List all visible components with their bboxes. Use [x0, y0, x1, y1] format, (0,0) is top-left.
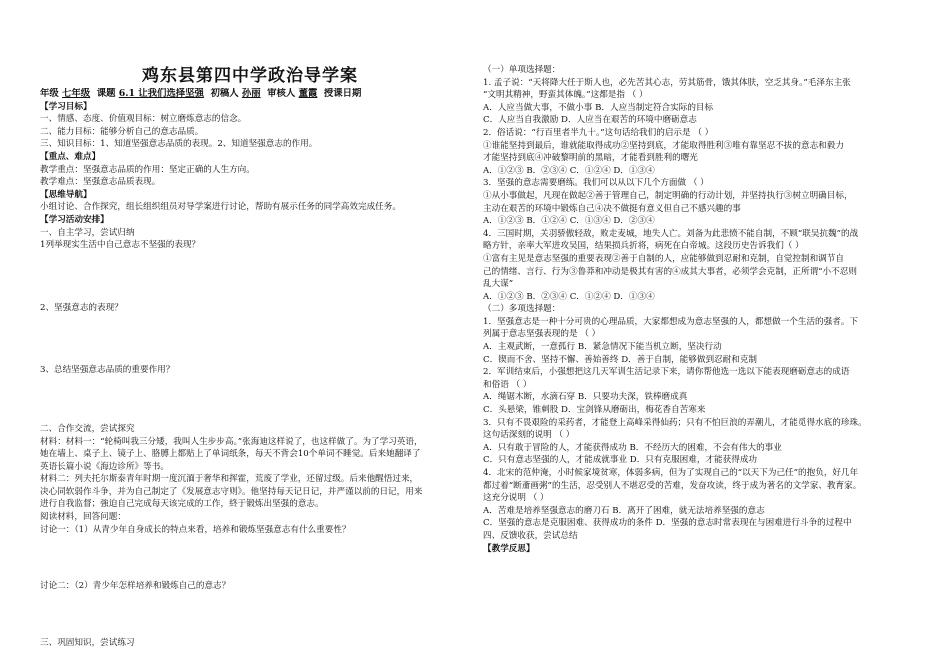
keypoint-line: 教学难点：坚强意志品质表现。 — [40, 177, 161, 188]
exercise-list — [483, 64, 913, 543]
question-3: 3、总结坚强意志品质的重要作用？ — [40, 365, 175, 376]
exercise-line: 都过着“断齑画粥”的生活，忍受别人不堪忍受的苦难，发奋攻读，终于成为著名的文学家、教育家。 — [483, 480, 862, 491]
grade-value: 七年级 — [62, 88, 91, 99]
discussion-2: 讨论二：（2）青少年怎样培养和锻炼自己的意志？ — [40, 581, 231, 592]
exercise-line: （一）单项选择题： — [483, 65, 561, 75]
exercise-line: 3．只有不畏艰险的采药者，才能登上高峰采得仙药；只有不怕巨浪的弄潮儿，才能觅得水底的珍珠。 — [483, 417, 867, 428]
exercise-line: “文明其精神，野蛮其体魄。”这都是指 （ ） — [483, 90, 648, 101]
exercise-line: 2．俗话说：“行百里者半九十。”这句话给我们的启示是 （ ） — [483, 127, 714, 138]
exercise-line: A．苦难是培养坚强意志的磨刀石 B．离开了困难，就无法培养坚强的意志 — [483, 505, 765, 516]
thinking-text: 小组讨论、合作探究，组长组织组员对导学案进行讨论，帮助有展示任务的同学高效完成任务。 — [40, 202, 401, 213]
exercise-line: 略方针，亲率大军进攻吴国，结果损兵折将，病死在白帝城。这段历史告诉我们（ ） — [483, 241, 804, 252]
goals-heading: 【学习目标】 — [40, 101, 92, 112]
goal-line: 一、情感、态度、价值观目标：树立磨炼意志的信念。 — [40, 114, 247, 125]
exercise-line: ①谁能坚持到最后，谁就能取得成功②坚持到底，才能取得胜利③唯有靠坚忍不拔的意志和毅力 — [483, 140, 844, 151]
grade-label: 年级 — [40, 88, 59, 99]
keypoint-line: 教学重点：坚强意志品质的作用：坚定正确的人生方向。 — [40, 164, 255, 175]
material-line: 英语长篇小说《海边诊所》等书。 — [40, 461, 169, 472]
question-1: 1列举现实生活中自己意志不坚强的表现？ — [40, 240, 201, 251]
exercise-line: C．人应当自我激励 D．人应当在艰苦的环境中磨砺意志 — [483, 115, 697, 126]
exercise-line: 四、反馈收获，尝试总结 — [483, 530, 578, 541]
consolidate-heading: 三、巩固知识，尝试练习 — [40, 637, 135, 648]
read-answer: 阅读材料，回答问题： — [40, 512, 126, 523]
exercise-line: 这充分说明 （ ） — [483, 493, 549, 504]
date-label: 授课日期 — [323, 88, 362, 99]
exercise-line: C．坚强的意志是克服困难、获得成功的条件 D．坚强的意志时常表现在与困难进行斗争的过程中 — [483, 518, 852, 529]
exercise-line: 这句话深刻的说明 （ ） — [483, 430, 575, 441]
review-value: 董霞 — [298, 88, 318, 99]
discussion-1: 讨论一：（1）从青少年自身成长的特点来看，培养和锻炼坚强意志有什么重要性？ — [40, 524, 351, 535]
exercise-line: A．①②③ B．①②④ C．①③④ D．②③④ — [483, 216, 655, 227]
exercise-line: 己的情绪、言行、行为③鲁莽和冲动是极其有害的④成其大事者，必须学会克制，正所谓“小不忍则 — [483, 266, 857, 277]
exercise-line: 1. 孟子说：“天将降大任于斯人也，必先苦其心志，劳其筋骨，饿其体肤，空乏其身。”毛泽东主张 — [483, 77, 851, 88]
exercise-line: 主动在艰苦的环境中锻炼自己④决不做挺有意义但自己不感兴趣的事 — [483, 203, 741, 214]
exercise-line: 1．坚强意志是一种十分可贵的心理品质，大家都想成为意志坚强的人，都想做一个生活的强者。下 — [483, 316, 859, 327]
exercise-line: A．只有敢于冒险的人，才能获得成功 B．不经历大的困难，不会有伟大的事业 — [483, 442, 782, 453]
exercise-line: A．①②③ B．②③④ C．①②④ D．①③④ — [483, 291, 655, 302]
exercise-line: A．主观武断，一意孤行 B．紧急情况下能当机立断，坚决行动 — [483, 342, 722, 353]
exercise-line: 才能坚持到底④冲破黎明前的黑暗，才能看到胜利的曙光 — [483, 153, 698, 164]
goal-line: 二、能力目标：能够分析自己的意志品质。 — [40, 126, 204, 137]
exercise-line: A．①②③ B．②③④ C．①②④ D．①③④ — [483, 165, 655, 176]
exercise-line: ①从小事做起，凡现在做起②善于管理自己，制定明确的行动计划，并坚持执行③树立明确目标， — [483, 190, 853, 201]
activity-heading: 【学习活动安排】 — [40, 214, 109, 225]
right-column — [483, 64, 913, 555]
header-info — [40, 88, 460, 101]
exercise-line: ①富有主见是意志坚强的重要表现②善于自制的人，应能够做到忍耐和克制，自觉控制和调节自 — [483, 253, 844, 264]
exercise-line: 4．北宋的范仲淹，小时候家境贫寒，体弱多病，但为了实现自己的“以天下为己任”的抱负，好几年 — [483, 468, 859, 478]
material-line: 进行自我监督；強迫自己完成每天该完成的工作，終于锻炼出坚强的意志。 — [40, 499, 324, 510]
material-line: 材料二：列夫托尔斯泰青年时期一度沉湎于奢华和挥霍，荒废了学业，还留过级。后来他醒悟过来， — [40, 474, 419, 485]
self-study-heading: 一、自主学习，尝试归纳 — [40, 227, 135, 238]
material-line: 决心同软弱作斗争，并为自己制定了《发展意志守则》。他坚持每天记日记，并严谨以前的日记，用来 — [40, 486, 423, 497]
coop-heading: 二、合作交流，尝试探究 — [40, 423, 135, 434]
reflection-heading: 【教学反思】 — [483, 543, 535, 554]
goal-line: 三、知识目标：1、知道坚强意志品质的表现。2、知道坚强意志的作用。 — [40, 139, 318, 150]
exercise-line: C．锲而不舍、坚持不懈、善始善终 D．善于自制，能够做到忍耐和克制 — [483, 354, 758, 365]
exercise-line: A．人应当做大事，不做小事 B．人应当制定符合实际的目标 — [483, 102, 714, 113]
material-line: 她在墙上、桌子上、镜子上、胳膊上都贴上了单词纸条，每天不背会10个单词不睡觉。后来她翻译了 — [40, 449, 421, 460]
exercise-line: A．绳锯木断，水滴石穿 B．只要功夫深，铁棒磨成真 — [483, 392, 688, 403]
exercise-line: 3．坚强的意志需要磨练。我们可以从以下几个方面做 （ ） — [483, 178, 709, 189]
exercise-line: （二）多项选择题： — [483, 304, 561, 315]
keypoints-heading: 【重点、难点】 — [40, 151, 101, 162]
exercise-line: 列属于意志坚强表现的是 （ ） — [483, 329, 601, 340]
page-title: 鸡东县第四中学政治导学案 — [142, 66, 358, 86]
topic-label: 课题 — [96, 88, 116, 99]
exercise-line: C．头悬梁，锥刺股 D．宝剑锋从磨砺出，梅花香自苦寒来 — [483, 405, 706, 416]
exercise-line: 乱大谋” — [483, 279, 514, 290]
review-label: 审核人 — [267, 88, 296, 99]
exercise-line: 4．三国时期，关羽骄傲轻敌，败走麦城，地失人亡。刘备为此悲愤不能自制，不顾“联吴抗魏”的战 — [483, 228, 859, 239]
draft-value: 孙丽 — [241, 88, 261, 99]
topic-value: 6.1 让我们选择坚强 — [118, 88, 204, 99]
exercise-line: 和俗语 （ ） — [483, 379, 532, 390]
draft-label: 初稿人 — [210, 88, 239, 99]
question-2: 2、坚强意志的表现？ — [40, 302, 123, 313]
left-column — [40, 0, 460, 649]
thinking-heading: 【思维导航】 — [40, 189, 92, 200]
material-line: 材料：材料一：“轮椅叫我三分矮，我叫人生步步高。”张海迪这样说了，也这样做了。为了学习英语， — [40, 436, 423, 447]
exercise-line: 2．军训结束后，小强想把这几天军训生活记录下来，请你帮他选一选以下能表现磨砺意志的成语 — [483, 367, 850, 378]
exercise-line: C．只有意志坚强的人，才能成就事业 D．只有克服困难，才能获得成功 — [483, 455, 758, 466]
